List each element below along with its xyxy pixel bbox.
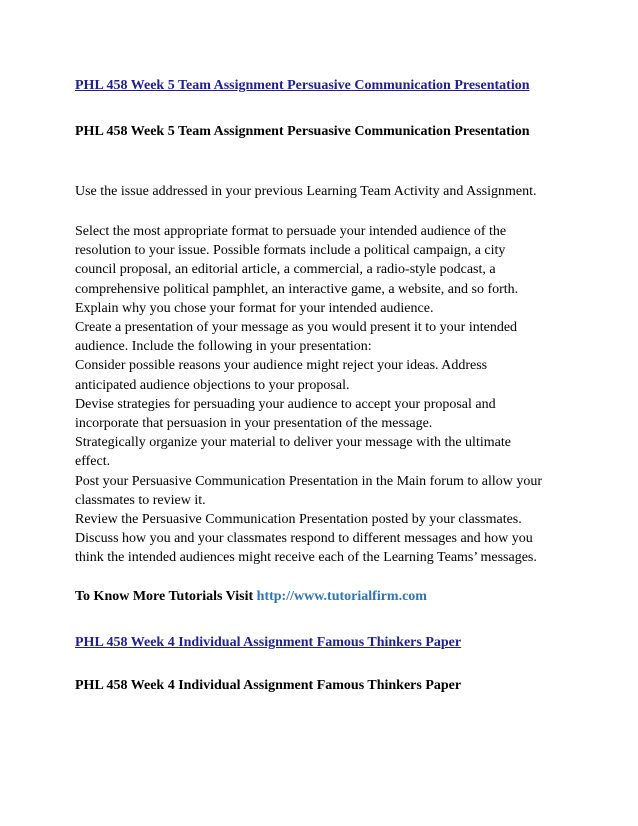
tutorial-url-link[interactable]: http://www.tutorialfirm.com	[256, 589, 427, 604]
body-line: council proposal, an editorial article, a commercial, a radio-style podcast, a	[75, 262, 496, 278]
heading-week4-individual-assignment: PHL 458 Week 4 Individual Assignment Famous Thinkers Paper	[75, 678, 462, 693]
assignment-instructions	[75, 222, 575, 568]
body-line: Strategically organize your material to deliver your message with the ultimate	[75, 435, 511, 451]
body-line: Consider possible reasons your audience might reject your ideas. Address	[75, 358, 488, 374]
body-line: anticipated audience objections to your proposal.	[75, 377, 350, 393]
heading-week5-team-assignment: PHL 458 Week 5 Team Assignment Persuasive Communication Presentation	[75, 124, 530, 139]
body-line: audience. Include the following in your presentation:	[75, 339, 372, 355]
body-line: Devise strategies for persuading your audience to accept your proposal and	[75, 396, 496, 412]
body-line: think the intended audiences might receive each of the Learning Teams’ messages.	[75, 550, 537, 566]
body-line: Review the Persuasive Communication Presentation posted by your classmates.	[75, 512, 522, 528]
body-line: Discuss how you and your classmates respond to different messages and how you	[75, 531, 533, 547]
link-week4-individual-assignment[interactable]: PHL 458 Week 4 Individual Assignment Famous Thinkers Paper	[75, 635, 462, 650]
body-line: effect.	[75, 454, 111, 470]
body-line: classmates to review it.	[75, 492, 206, 508]
body-line: Explain why you chose your format for your intended audience.	[75, 300, 434, 316]
visit-label: To Know More Tutorials Visit	[75, 589, 257, 604]
body-line: incorporate that persuasion in your presentation of the message.	[75, 416, 433, 432]
body-line: Create a presentation of your message as you would present it to your intended	[75, 320, 518, 336]
body-line: resolution to your issue. Possible formats include a political campaign, a city	[75, 243, 506, 259]
body-line: Select the most appropriate format to persuade your intended audience of the	[75, 224, 507, 239]
body-line: Post your Persuasive Communication Presentation in the Main forum to allow your	[75, 473, 542, 489]
link-week5-team-assignment[interactable]: PHL 458 Week 5 Team Assignment Persuasive Communication Presentation	[75, 78, 530, 93]
intro-paragraph: Use the issue addressed in your previous Learning Team Activity and Assignment.	[75, 184, 537, 199]
visit-tutorials-line	[75, 588, 427, 606]
body-line: comprehensive political pamphlet, an interactive game, a website, and so forth.	[75, 281, 519, 297]
